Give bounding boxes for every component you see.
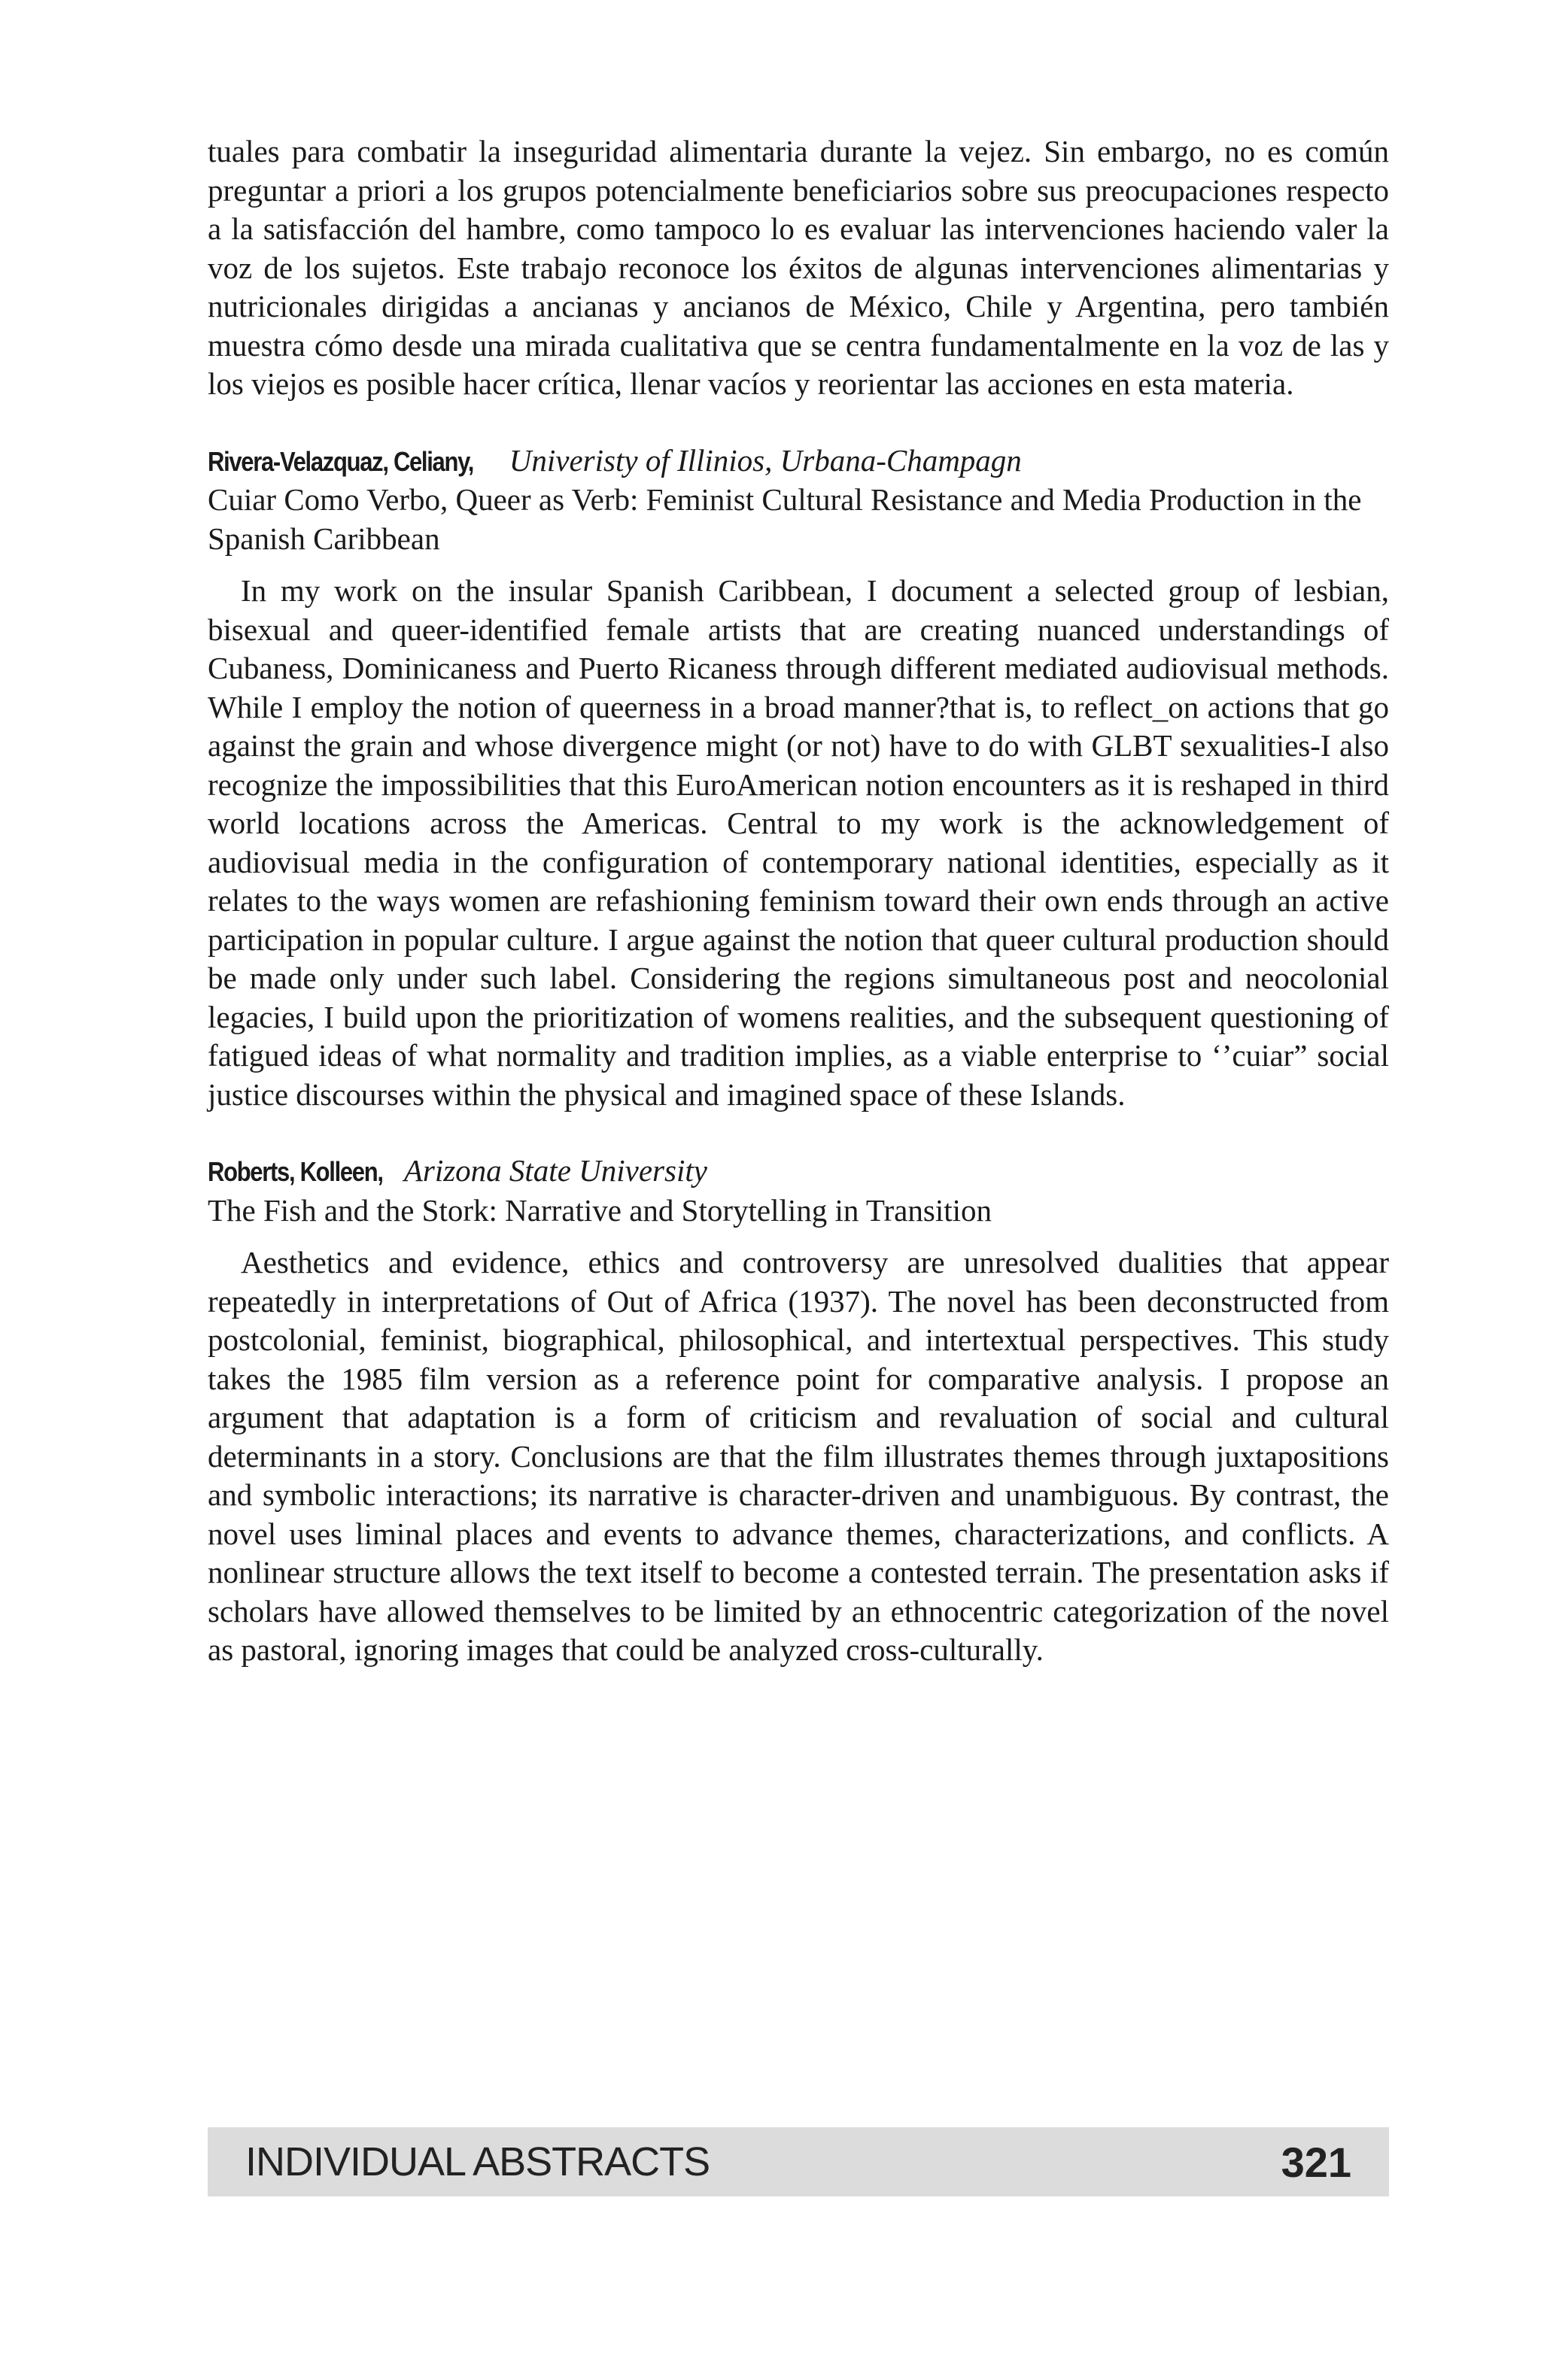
abstract-title: Cuiar Como Verbo, Queer as Verb: Feminist Cultural Resistance and Media Production in the Spanish Caribbean	[208, 482, 1362, 556]
abstract-title: The Fish and the Stork: Narrative and Storytelling in Transition	[208, 1192, 992, 1228]
entry-header	[208, 442, 1389, 481]
entry-header	[208, 1152, 1389, 1192]
intro-paragraph: tuales para combatir la inseguridad alimentaria durante la vejez. Sin embargo, no es común preguntar a priori a los grupos potencialmente beneficiarios sobre sus preocupaciones respecto a la satisfacción del hambre, como tampoco lo es evaluar las intervenciones haciendo valer la voz de los sujetos. Este trabajo reconoce los éxitos de algunas intervenciones alimentarias y nutricionales dirigidas a ancianas y ancianos de México, Chile y Argentina, pero también muestra cómo desde una mirada cualitativa que se centra fundamentalmente en la voz de las y los viejos es posible hacer crítica, llenar vacíos y reorientar las acciones en esta materia.	[208, 134, 1389, 401]
section-label: INDIVIDUAL ABSTRACTS	[245, 2139, 710, 2184]
page-content	[208, 132, 1389, 1670]
abstract-entry-roberts	[208, 1152, 1389, 1670]
author-name: Roberts, Kolleen,	[208, 1156, 383, 1187]
abstract-body: Aesthetics and evidence, ethics and controversy are unresolved dualities that appear repeatedly in interpretations of Out of Africa (1937). The novel has been deconstructed from postcolonial, feminist, biographical, philosophical, and intertextual perspectives. This study takes the 1985 film version as a reference point for comparative analysis. I propose an argument that adaptation is a form of criticism and revaluation of social and cultural determinants in a story. Conclusions are that the film illustrates themes through juxtapositions and symbolic interactions; its narrative is character-driven and unambiguous. By contrast, the novel uses liminal places and events to advance themes, characterizations, and conflicts. A nonlinear structure allows the text itself to become a contested terrain. The presentation asks if scholars have allowed themselves to be limited by an ethnocentric categorization of the novel as pastoral, ignoring images that could be analyzed cross-culturally.	[208, 1245, 1389, 1667]
abstract-entry-rivera	[208, 442, 1389, 1115]
author-name: Rivera-Velazquaz, Celiany,	[208, 445, 474, 477]
page-number: 321	[1281, 2138, 1351, 2186]
author-affiliation: Arizona State University	[403, 1153, 707, 1188]
abstract-body: In my work on the insular Spanish Caribbean, I document a selected group of lesbian, bisexual and queer-identified female artists that are creating nuanced understandings of Cubaness, Dominicaness and Puerto Ricaness through different mediated audiovisual methods. While I employ the notion of queerness in a broad manner?that is, to reflect_on actions that go against the grain and whose divergence might (or not) have to do with GLBT sexualities-I also recognize the impossibilities that this EuroAmerican notion encounters as it is reshaped in third world locations across the Americas. Central to my work is the acknowledgement of audiovisual media in the configuration of contemporary national identities, especially as it relates to the ways women are refashioning feminism toward their own ends through an active participation in popular culture. I argue against the notion that queer cultural production should be made only under such label. Considering the regions simultaneous post and neocolonial legacies, I build upon the prioritization of womens realities, and the subsequent questioning of fatigued ideas of what normality and tradition implies, as a viable enterprise to ‘’cuiar” social justice discourses within the physical and imagined space of these Islands.	[208, 573, 1389, 1112]
page-footer	[208, 2127, 1389, 2196]
author-affiliation: Univeristy of Illinios, Urbana-Champagn	[509, 442, 1022, 478]
